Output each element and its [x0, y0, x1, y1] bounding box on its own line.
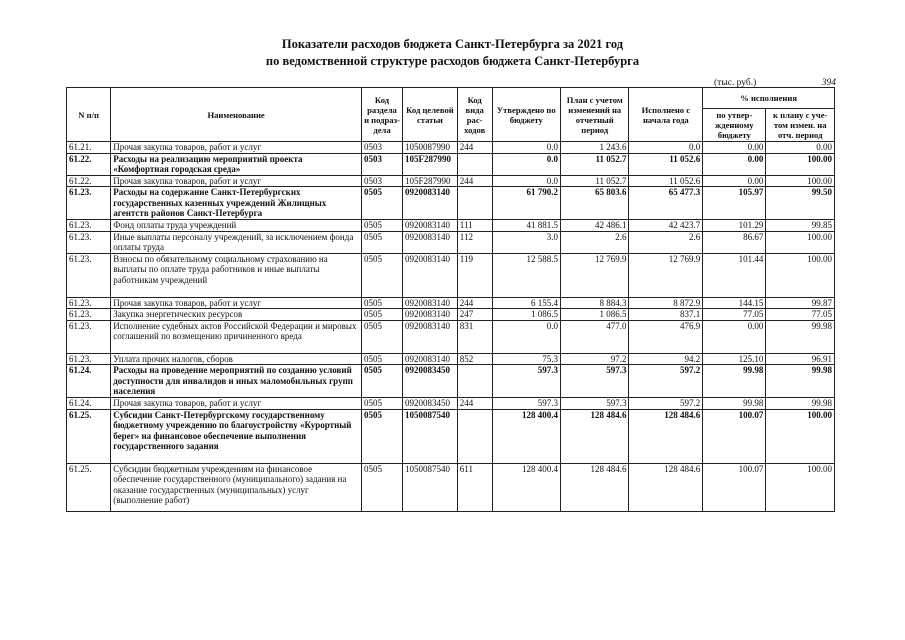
cell-section: 0505 — [361, 365, 402, 398]
cell-type: 244 — [457, 142, 492, 154]
title-line-2: по ведомственной структуре расходов бюджета Санкт-Петербурга — [265, 54, 640, 68]
cell-name: Расходы на проведение мероприятий по созданию условий доступности для инвалидов и иных маломобильных групп населения — [111, 365, 362, 398]
cell-plan: 12 769.9 — [561, 253, 629, 297]
cell-type — [457, 187, 492, 220]
cell-plan: 597.3 — [561, 398, 629, 410]
cell-pct-plan: 99.98 — [766, 398, 835, 410]
cell-approved: 0.0 — [492, 153, 560, 175]
table-row — [67, 463, 835, 511]
cell-section: 0503 — [361, 175, 402, 187]
cell-pct-plan: 77.05 — [766, 309, 835, 321]
cell-plan: 8 884.3 — [561, 297, 629, 309]
cell-type: 119 — [457, 253, 492, 297]
cell-pct-approved: 101.29 — [703, 220, 766, 232]
cell-executed: 11 052.6 — [629, 175, 703, 187]
cell-name: Иные выплаты персоналу учреждений, за исключением фонда оплаты труда — [111, 231, 362, 253]
cell-num: 61.24. — [67, 365, 111, 398]
cell-pct-approved: 0.00 — [703, 320, 766, 353]
cell-type: 852 — [457, 353, 492, 365]
cell-executed: 94.2 — [629, 353, 703, 365]
cell-executed: 42 423.7 — [629, 220, 703, 232]
cell-approved: 3.0 — [492, 231, 560, 253]
cell-section: 0505 — [361, 398, 402, 410]
cell-plan: 97.2 — [561, 353, 629, 365]
cell-num: 61.22. — [67, 175, 111, 187]
cell-section: 0505 — [361, 220, 402, 232]
table-row — [67, 409, 835, 463]
table-header — [67, 88, 835, 142]
cell-approved: 75.3 — [492, 353, 560, 365]
cell-plan: 1 086.5 — [561, 309, 629, 321]
cell-pct-plan: 96.91 — [766, 353, 835, 365]
budget-table — [66, 87, 835, 512]
cell-type: 611 — [457, 463, 492, 511]
cell-num: 61.23. — [67, 353, 111, 365]
cell-executed: 128 484.6 — [629, 463, 703, 511]
cell-executed: 476.9 — [629, 320, 703, 353]
cell-name: Прочая закупка товаров, работ и услуг — [111, 142, 362, 154]
cell-article: 0920083140 — [403, 320, 458, 353]
cell-name: Закупка энергетических ресурсов — [111, 309, 362, 321]
header-num: N п/п — [67, 88, 111, 142]
cell-executed: 2.6 — [629, 231, 703, 253]
cell-type: 244 — [457, 398, 492, 410]
cell-pct-approved: 105.97 — [703, 187, 766, 220]
cell-pct-approved: 99.98 — [703, 365, 766, 398]
cell-executed: 128 484.6 — [629, 409, 703, 463]
cell-executed: 12 769.9 — [629, 253, 703, 297]
cell-article: 105F287990 — [403, 175, 458, 187]
cell-pct-plan: 99.98 — [766, 365, 835, 398]
cell-pct-plan: 99.85 — [766, 220, 835, 232]
cell-section: 0505 — [361, 463, 402, 511]
title-line-1: Показатели расходов бюджета Санкт-Петербурга за 2021 год — [281, 37, 624, 51]
cell-article: 0920083140 — [403, 297, 458, 309]
cell-article: 105F287990 — [403, 153, 458, 175]
cell-type: 831 — [457, 320, 492, 353]
cell-plan: 11 052.7 — [561, 153, 629, 175]
table-row — [67, 320, 835, 353]
cell-name: Расходы на реализацию мероприятий проекта «Комфортная городская среда» — [111, 153, 362, 175]
cell-article: 0920083140 — [403, 231, 458, 253]
cell-pct-plan: 100.00 — [766, 253, 835, 297]
page-title — [0, 36, 905, 70]
header-article: Код целевой статьи — [403, 88, 458, 142]
cell-pct-approved: 0.00 — [703, 175, 766, 187]
cell-type — [457, 365, 492, 398]
cell-article: 1050087540 — [403, 463, 458, 511]
cell-approved: 597.3 — [492, 365, 560, 398]
cell-section: 0505 — [361, 297, 402, 309]
header-pct-approved: по утвер-жденному бюджету — [703, 109, 766, 142]
cell-num: 61.23. — [67, 187, 111, 220]
cell-article: 0920083140 — [403, 187, 458, 220]
cell-pct-plan: 0.00 — [766, 142, 835, 154]
cell-plan: 42 486.1 — [561, 220, 629, 232]
cell-num: 61.25. — [67, 409, 111, 463]
cell-type: 244 — [457, 297, 492, 309]
cell-plan: 597.3 — [561, 365, 629, 398]
cell-plan: 2.6 — [561, 231, 629, 253]
cell-pct-approved: 100.07 — [703, 409, 766, 463]
cell-pct-plan: 100.00 — [766, 231, 835, 253]
cell-approved: 0.0 — [492, 320, 560, 353]
cell-approved: 6 155.4 — [492, 297, 560, 309]
cell-type: 112 — [457, 231, 492, 253]
cell-section: 0503 — [361, 153, 402, 175]
table-row — [67, 231, 835, 253]
cell-plan: 128 484.6 — [561, 409, 629, 463]
cell-approved: 128 400.4 — [492, 409, 560, 463]
table-row — [67, 253, 835, 297]
cell-pct-approved: 101.44 — [703, 253, 766, 297]
cell-article: 0920083450 — [403, 365, 458, 398]
cell-type: 247 — [457, 309, 492, 321]
cell-pct-approved: 0.00 — [703, 142, 766, 154]
cell-article: 1050087540 — [403, 409, 458, 463]
cell-num: 61.23. — [67, 309, 111, 321]
table-body — [67, 142, 835, 512]
cell-num: 61.22. — [67, 153, 111, 175]
cell-name: Субсидии Санкт-Петербургскому государственному бюджетному учреждению по благоустройству «Курортный берег» на финансовое обеспечение выполнения государственного задания — [111, 409, 362, 463]
cell-section: 0505 — [361, 187, 402, 220]
cell-pct-approved: 100.07 — [703, 463, 766, 511]
cell-pct-plan: 99.98 — [766, 320, 835, 353]
table-row — [67, 365, 835, 398]
header-section: Код раздела и подраз-дела — [361, 88, 402, 142]
table-row — [67, 353, 835, 365]
cell-plan: 477.0 — [561, 320, 629, 353]
header-name: Наименование — [111, 88, 362, 142]
cell-approved: 1 086.5 — [492, 309, 560, 321]
page-number: 394 — [821, 78, 836, 88]
cell-executed: 837.1 — [629, 309, 703, 321]
cell-name: Прочая закупка товаров, работ и услуг — [111, 297, 362, 309]
cell-pct-plan: 100.00 — [766, 153, 835, 175]
cell-pct-plan: 100.00 — [766, 175, 835, 187]
cell-article: 0920083140 — [403, 220, 458, 232]
cell-num: 61.24. — [67, 398, 111, 410]
cell-pct-approved: 144.15 — [703, 297, 766, 309]
cell-num: 61.23. — [67, 231, 111, 253]
cell-section: 0503 — [361, 142, 402, 154]
table-row — [67, 398, 835, 410]
cell-num: 61.21. — [67, 142, 111, 154]
cell-article: 1050087990 — [403, 142, 458, 154]
table-row — [67, 153, 835, 175]
table-row — [67, 187, 835, 220]
cell-plan: 1 243.6 — [561, 142, 629, 154]
cell-pct-approved: 99.98 — [703, 398, 766, 410]
cell-article: 0920083140 — [403, 253, 458, 297]
cell-num: 61.23. — [67, 220, 111, 232]
table-row — [67, 309, 835, 321]
cell-name: Исполнение судебных актов Российской Федерации и мировых соглашений по возмещению причиненного вреда — [111, 320, 362, 353]
cell-name: Фонд оплаты труда учреждений — [111, 220, 362, 232]
cell-name: Прочая закупка товаров, работ и услуг — [111, 175, 362, 187]
cell-name: Взносы по обязательному социальному страхованию на выплаты по оплате труда работников и иные выплаты работникам учреждений — [111, 253, 362, 297]
cell-pct-approved: 77.05 — [703, 309, 766, 321]
cell-approved: 597.3 — [492, 398, 560, 410]
cell-executed: 65 477.3 — [629, 187, 703, 220]
cell-pct-plan: 100.00 — [766, 463, 835, 511]
header-type: Код вида рас-ходов — [457, 88, 492, 142]
header-approved: Утверждено по бюджету — [492, 88, 560, 142]
table-row — [67, 220, 835, 232]
cell-type — [457, 153, 492, 175]
cell-pct-plan: 100.00 — [766, 409, 835, 463]
cell-section: 0505 — [361, 309, 402, 321]
cell-name: Уплата прочих налогов, сборов — [111, 353, 362, 365]
table-row — [67, 297, 835, 309]
cell-executed: 11 052.6 — [629, 153, 703, 175]
cell-plan: 65 803.6 — [561, 187, 629, 220]
cell-executed: 597.2 — [629, 398, 703, 410]
cell-approved: 41 881.5 — [492, 220, 560, 232]
cell-name: Прочая закупка товаров, работ и услуг — [111, 398, 362, 410]
cell-section: 0505 — [361, 231, 402, 253]
cell-pct-plan: 99.87 — [766, 297, 835, 309]
cell-num: 61.23. — [67, 253, 111, 297]
cell-executed: 597.2 — [629, 365, 703, 398]
cell-approved: 0.0 — [492, 142, 560, 154]
cell-pct-approved: 86.67 — [703, 231, 766, 253]
cell-approved: 0.0 — [492, 175, 560, 187]
cell-type: 111 — [457, 220, 492, 232]
cell-section: 0505 — [361, 253, 402, 297]
header-pct-plan: к плану с уче-том измен. на отч. период — [766, 109, 835, 142]
cell-section: 0505 — [361, 409, 402, 463]
cell-article: 0920083140 — [403, 353, 458, 365]
units-label: (тыс. руб.) — [714, 78, 757, 88]
cell-approved: 12 588.5 — [492, 253, 560, 297]
cell-num: 61.25. — [67, 463, 111, 511]
cell-pct-approved: 125.10 — [703, 353, 766, 365]
cell-num: 61.23. — [67, 320, 111, 353]
table-row — [67, 142, 835, 154]
cell-section: 0505 — [361, 353, 402, 365]
cell-name: Расходы на содержание Санкт-Петербургских государственных казенных учреждений Жилищных агентств районов Санкт-Петербурга — [111, 187, 362, 220]
cell-pct-plan: 99.50 — [766, 187, 835, 220]
header-plan: План с учетом изменений на отчетный период — [561, 88, 629, 142]
cell-executed: 8 872.9 — [629, 297, 703, 309]
cell-section: 0505 — [361, 320, 402, 353]
cell-article: 0920083140 — [403, 309, 458, 321]
header-executed: Исполнено с начала года — [629, 88, 703, 142]
table-row — [67, 175, 835, 187]
cell-article: 0920083450 — [403, 398, 458, 410]
cell-type — [457, 409, 492, 463]
cell-plan: 128 484.6 — [561, 463, 629, 511]
cell-plan: 11 052.7 — [561, 175, 629, 187]
cell-executed: 0.0 — [629, 142, 703, 154]
header-pct-group: % исполнения — [703, 88, 835, 109]
cell-approved: 128 400.4 — [492, 463, 560, 511]
cell-name: Субсидии бюджетным учреждениям на финансовое обеспечение государственного (муниципального) задания на оказание государственных (муниципальных) услуг (выполнение работ) — [111, 463, 362, 511]
cell-pct-approved: 0.00 — [703, 153, 766, 175]
cell-approved: 61 790.2 — [492, 187, 560, 220]
cell-type: 244 — [457, 175, 492, 187]
cell-num: 61.23. — [67, 297, 111, 309]
